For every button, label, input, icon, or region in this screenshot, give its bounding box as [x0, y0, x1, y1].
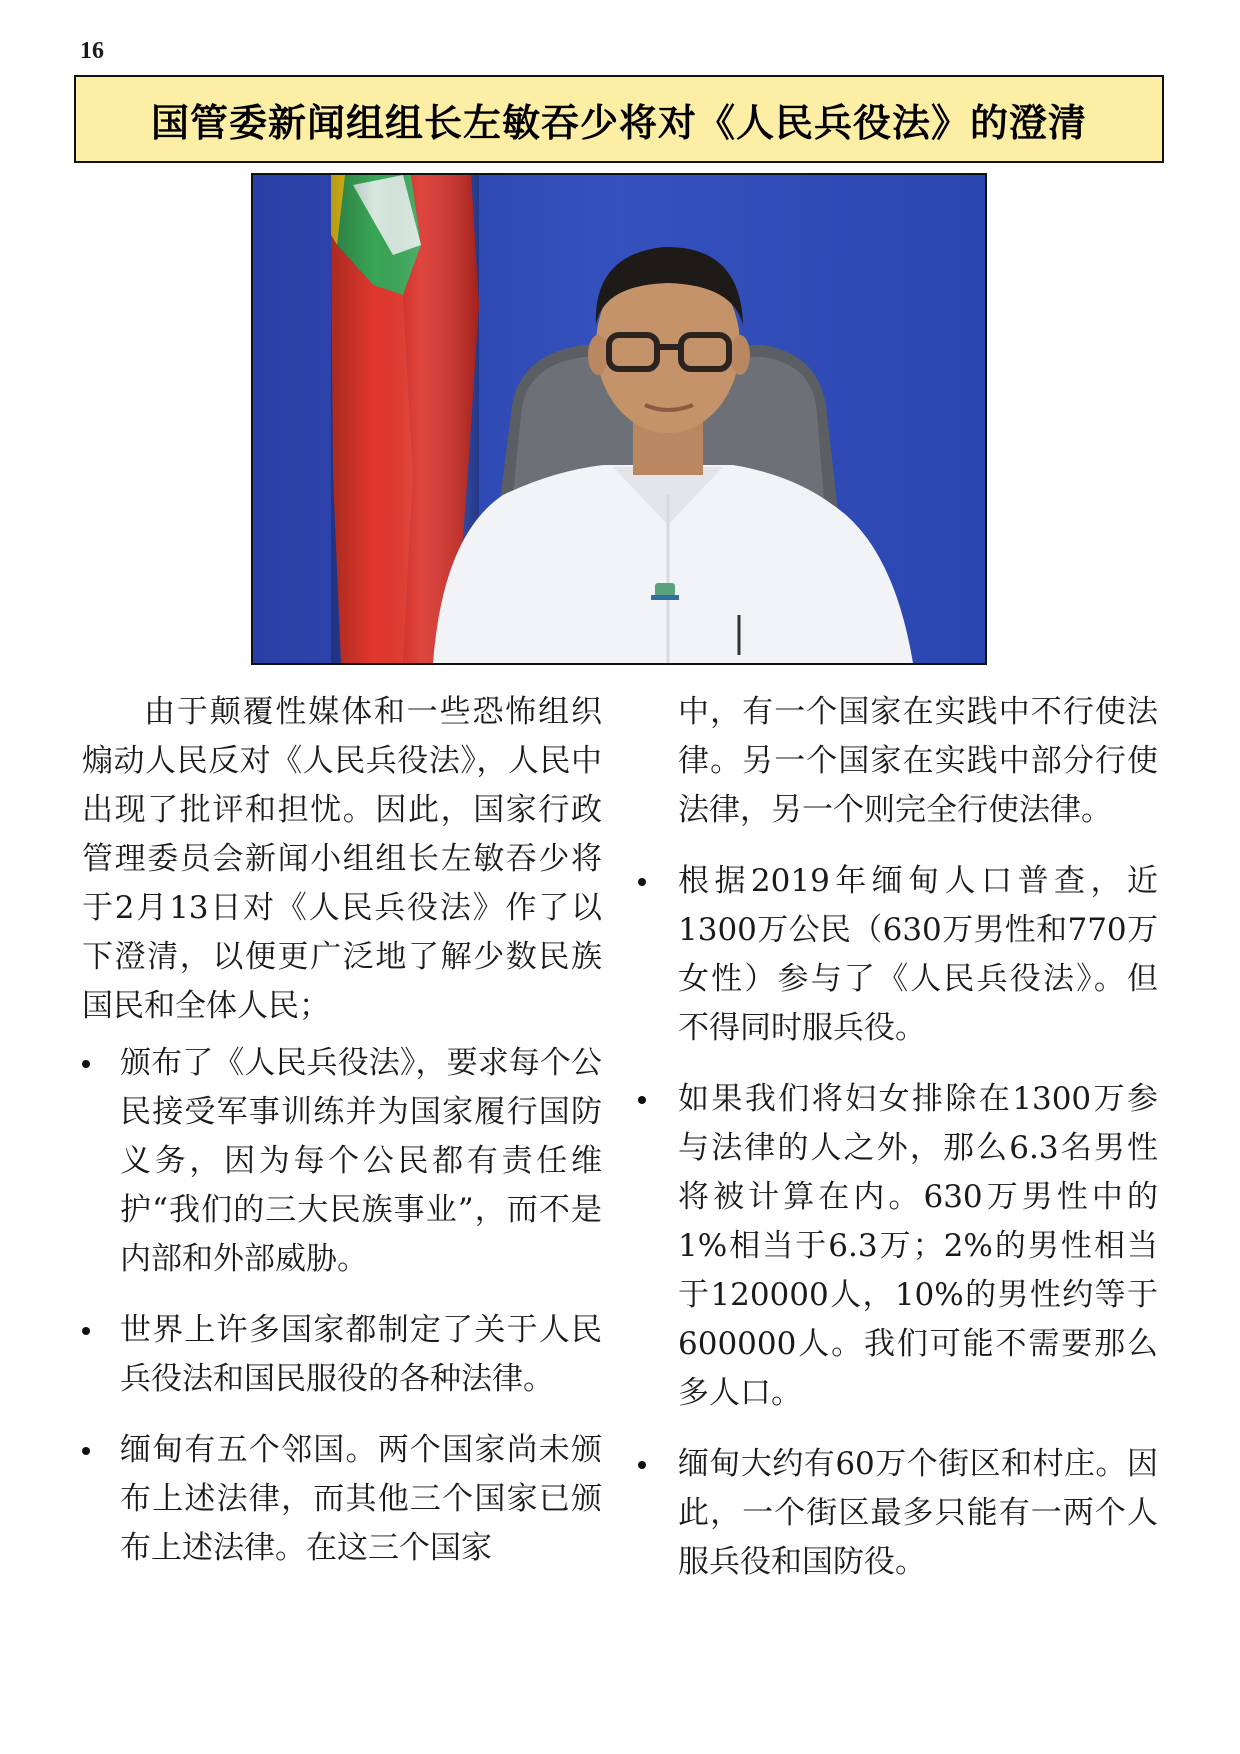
list-item [82, 1306, 602, 1404]
bullet-text: 世界上许多国家都制定了关于人民兵役法和国民服役的各种法律。 [120, 1312, 602, 1397]
list-item [638, 857, 1158, 1053]
bullet-icon [638, 878, 646, 886]
intro-paragraph: 由于颠覆性媒体和一些恐怖组织煽动人民反对《人民兵役法》，人民中出现了批评和担忧。因此，国家行政管理委员会新闻小组组长左敏吞少将于2月13日对《人民兵役法》作了以下澄清，以便更广泛地了解少数民族国民和全体人民； [82, 694, 602, 1024]
bullet-text: 如果我们将妇女排除在1300万参与法律的人之外，那么6.3名男性将被计算在内。630万男性中的1%相当于6.3万；2%的男性相当于120000人，10%的男性约等于600000人。我们可能不需要那么多人口。 [678, 1081, 1158, 1411]
page-title: 国管委新闻组组长左敏吞少将对《人民兵役法》的澄清 [150, 100, 1087, 145]
bullet-icon [82, 1060, 90, 1068]
bullet-icon [82, 1447, 90, 1455]
bullet-icon [638, 1096, 646, 1104]
list-item [638, 1440, 1158, 1587]
bullet-icon [82, 1327, 90, 1335]
bullet-text: 颁布了《人民兵役法》，要求每个公民接受军事训练并为国家履行国防义务，因为每个公民都有责任维护“我们的三大民族事业”，而不是内部和外部威胁。 [120, 1045, 602, 1277]
bullet-text: 缅甸有五个邻国。两个国家尚未颁布上述法律，而其他三个国家已颁布上述法律。在这三个国家 [120, 1432, 602, 1566]
page-number: 16 [80, 38, 104, 64]
bullet-icon [638, 1461, 646, 1469]
list-item [82, 1426, 602, 1573]
list-item [638, 1075, 1158, 1418]
title-banner [74, 75, 1164, 163]
list-item [82, 1039, 602, 1284]
left-column [82, 688, 602, 1595]
bullet-text: 缅甸大约有60万个街区和村庄。因此，一个街区最多只能有一两个人服兵役和国防役。 [678, 1446, 1158, 1580]
continuation-paragraph: 中，有一个国家在实践中不行使法律。另一个国家在实践中部分行使法律，另一个则完全行使法律。 [678, 694, 1158, 828]
bullet-text: 根据2019年缅甸人口普查，近1300万公民（630万男性和770万女性）参与了《人民兵役法》。但不得同时服兵役。 [678, 863, 1158, 1046]
speaker-photo-illustration [253, 175, 985, 663]
right-column [638, 688, 1158, 1609]
news-photo [251, 173, 987, 665]
